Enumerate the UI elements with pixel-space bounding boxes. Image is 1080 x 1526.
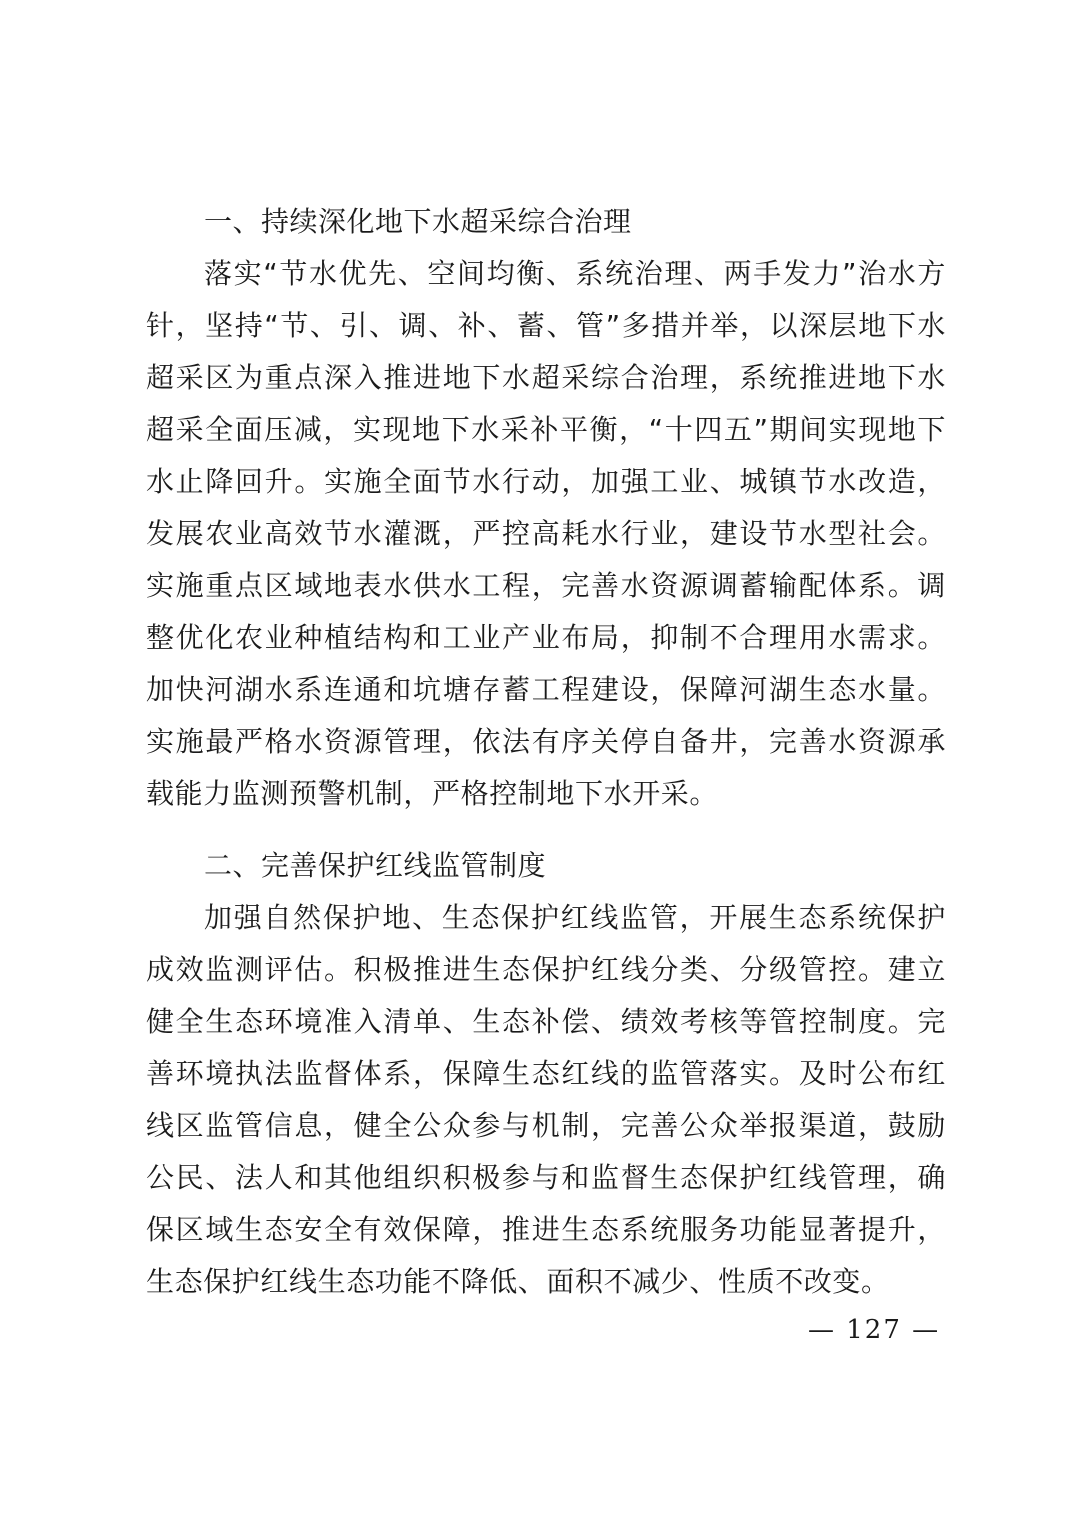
- page-number: — 127 —: [808, 1315, 941, 1345]
- section-2-paragraph: 加强自然保护地、生态保护红线监管，开展生态系统保护成效监测评估。积极推进生态保护红线分类、分级管控。建立健全生态环境准入清单、生态补偿、绩效考核等管控制度。完善环境执法监督体系，保障生态红线的监管落实。及时公布红线区监管信息，健全公众参与机制，完善公众举报渠道，鼓励公民、法人和其他组织积极参与和监督生态保护红线管理，确保区域生态安全有效保障，推进生态系统服务功能显著提升，生态保护红线生态功能不降低、面积不减少、性质不改变。: [146, 901, 946, 1298]
- section-1-heading: 一、持续深化地下水超采综合治理: [204, 205, 632, 238]
- page-content: [146, 196, 946, 1308]
- section-gap: [146, 820, 946, 840]
- section-1-paragraph: 落实“节水优先、空间均衡、系统治理、两手发力”治水方针，坚持“节、引、调、补、蓄、管”多措并举，以深层地下水超采区为重点深入推进地下水超采综合治理，系统推进地下水超采全面压减，实现地下水采补平衡，“十四五”期间实现地下水止降回升。实施全面节水行动，加强工业、城镇节水改造，发展农业高效节水灌溉，严控高耗水行业，建设节水型社会。实施重点区域地表水供水工程，完善水资源调蓄输配体系。调整优化农业种植结构和工业产业布局，抑制不合理用水需求。加快河湖水系连通和坑塘存蓄工程建设，保障河湖生态水量。实施最严格水资源管理，依法有序关停自备井，完善水资源承载能力监测预警机制，严格控制地下水开采。: [146, 257, 946, 810]
- section-2-heading: 二、完善保护红线监管制度: [204, 849, 547, 882]
